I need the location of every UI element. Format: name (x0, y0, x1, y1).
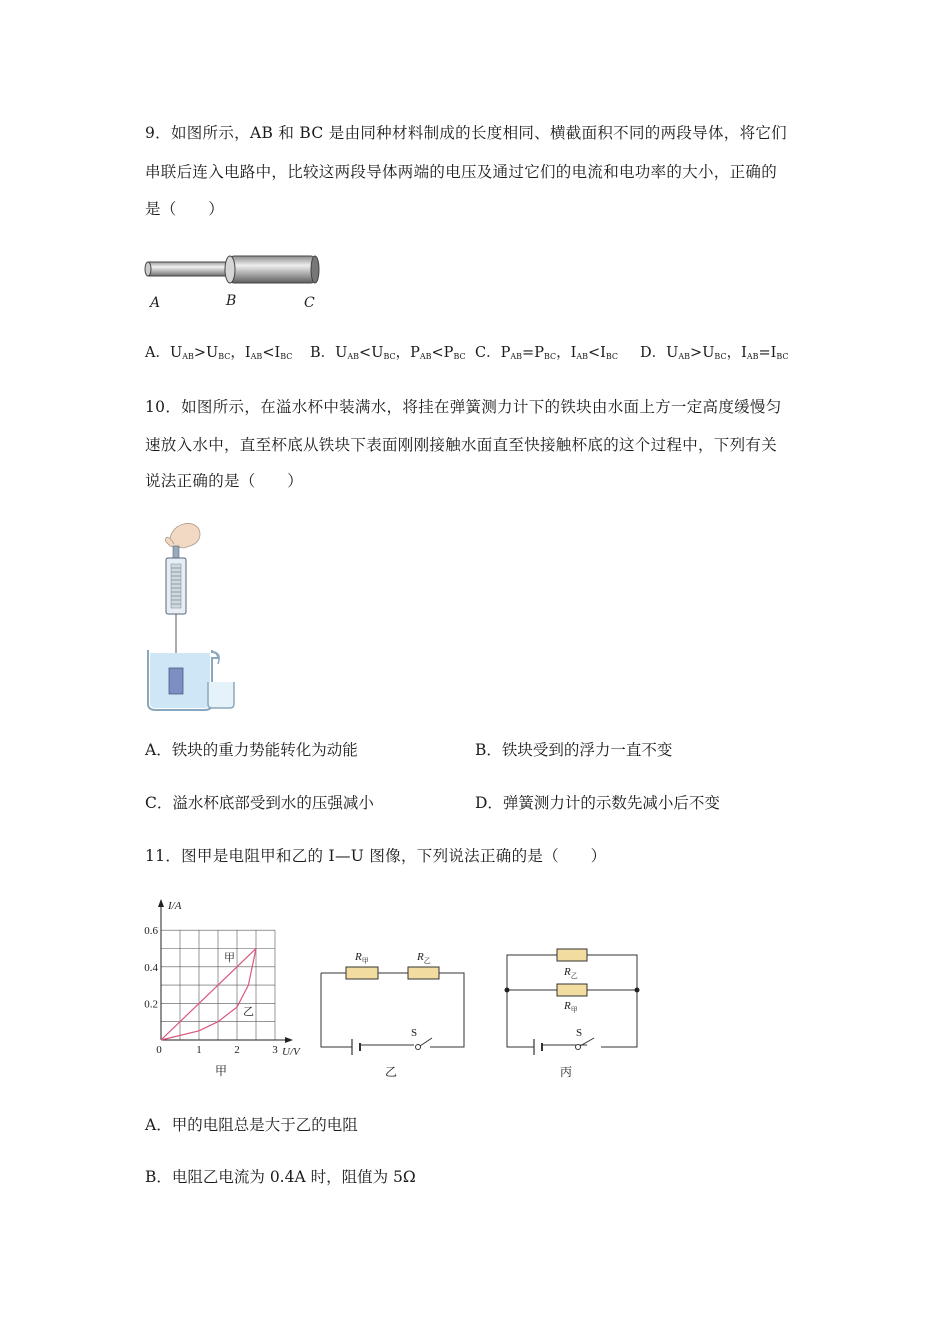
q10-option-c[interactable]: C．溢水杯底部受到水的压强减小 (145, 794, 374, 812)
circuit-yi-wire (321, 973, 464, 1047)
thick-conductor-end (225, 256, 235, 283)
q9-stem-line-1: 9．如图所示，AB 和 BC 是由同种材料制成的长度相同、横截面积不同的两段导体，将它们 (145, 124, 787, 142)
graph-caption: 甲 (215, 1064, 228, 1078)
x-tick-label: 3 (272, 1044, 278, 1056)
junction-left (505, 988, 510, 993)
switch-pivot (416, 1045, 421, 1050)
q10-option-b[interactable]: B．铁块受到的浮力一直不变 (475, 741, 673, 759)
x-axis-label: U/V (282, 1046, 300, 1058)
spring-scale-dial (171, 564, 181, 608)
resistor-r-yi (557, 949, 587, 961)
q10-option-d[interactable]: D．弹簧测力计的示数先减小后不变 (475, 794, 720, 812)
switch-label: S (576, 1027, 583, 1039)
hand-icon (170, 523, 200, 548)
switch-blade[interactable] (420, 1038, 432, 1046)
switch-label: S (411, 1027, 418, 1039)
resistor-label-jia: $R_甲$ (564, 1000, 578, 1014)
switch-pivot (576, 1045, 581, 1050)
series-label-yi: 乙 (243, 1006, 254, 1018)
y-tick-label: 0.2 (144, 998, 158, 1011)
q10-option-a[interactable]: A．铁块的重力势能转化为动能 (145, 741, 358, 759)
circuit-yi-caption: 乙 (385, 1065, 398, 1079)
iu-graph (140, 895, 315, 1085)
y-axis-label: I/A (168, 900, 182, 912)
circuit-bing-caption: 丙 (560, 1065, 573, 1079)
q10-stem-line-1: 10．如图所示，在溢水杯中装满水，将挂在弹簧测力计下的铁块由水面上方一定高度缓慢匀 (145, 398, 782, 416)
y-axis-arrow (158, 899, 164, 907)
overflow-cup-figure (140, 518, 250, 713)
circuit-bing-wire (507, 955, 637, 1047)
small-beaker (208, 682, 234, 708)
x-tick-label: 2 (234, 1044, 240, 1056)
iron-block (169, 668, 183, 694)
spring-scale-hook (173, 546, 179, 558)
q9-option-c[interactable]: C．$P_{AB}=P_{BC}$，$I_{AB}<I_{BC}$ (475, 345, 619, 361)
resistor-label-yi: $R_乙$ (564, 966, 578, 980)
label-a: A (150, 295, 161, 311)
q9-stem-line-3: 是（ ） (145, 200, 225, 218)
q11-stem: 11．图甲是电阻甲和乙的 I—U 图像，下列说法正确的是（ ） (145, 847, 607, 865)
q11-option-a[interactable]: A．甲的电阻总是大于乙的电阻 (145, 1116, 358, 1134)
resistor-r-yi (408, 967, 439, 979)
resistor-label-yi: $R_乙$ (417, 951, 431, 965)
q9-option-b[interactable]: B．$U_{AB}<U_{BC}$，$P_{AB}<P_{BC}$ (310, 345, 466, 361)
junction-right (635, 988, 640, 993)
circuit-bing (502, 945, 647, 1085)
resistor-r-jia (346, 967, 378, 979)
q9-stem-line-2: 串联后连入电路中，比较这两段导体两端的电压及通过它们的电流和电功率的大小，正确的 (145, 163, 778, 181)
q9-option-a[interactable]: A．$U_{AB}>U_{BC}$，$I_{AB}<I_{BC}$ (145, 345, 293, 361)
resistor-label-jia: $R_甲$ (355, 951, 369, 965)
circuit-yi (318, 945, 473, 1085)
series-label-jia: 甲 (224, 952, 235, 964)
thick-conductor-bc (230, 256, 315, 283)
y-tick-label: 0.6 (144, 925, 158, 938)
x-tick-label: 0 (156, 1044, 162, 1056)
label-b: B (226, 293, 237, 309)
thin-conductor-end (145, 262, 151, 276)
q10-stem-line-2: 速放入水中，直至杯底从铁块下表面刚刚接触水面直至快接触杯底的这个过程中，下列有关 (145, 436, 778, 454)
q10-stem-line-3: 说法正确的是（ ） (145, 472, 304, 490)
resistor-r-jia (557, 984, 587, 996)
y-tick-label: 0.4 (144, 961, 158, 974)
thick-conductor-cap (311, 256, 319, 283)
x-axis-arrow (285, 1037, 293, 1043)
x-tick-label: 1 (196, 1044, 202, 1056)
q9-option-d[interactable]: D．$U_{AB}>U_{BC}$，$I_{AB}=I_{BC}$ (640, 345, 789, 361)
conductor-figure (140, 250, 340, 320)
thin-conductor-ab (148, 262, 233, 276)
q11-option-b[interactable]: B．电阻乙电流为 0.4A 时，阻值为 5Ω (145, 1168, 416, 1186)
label-c: C (304, 295, 315, 311)
